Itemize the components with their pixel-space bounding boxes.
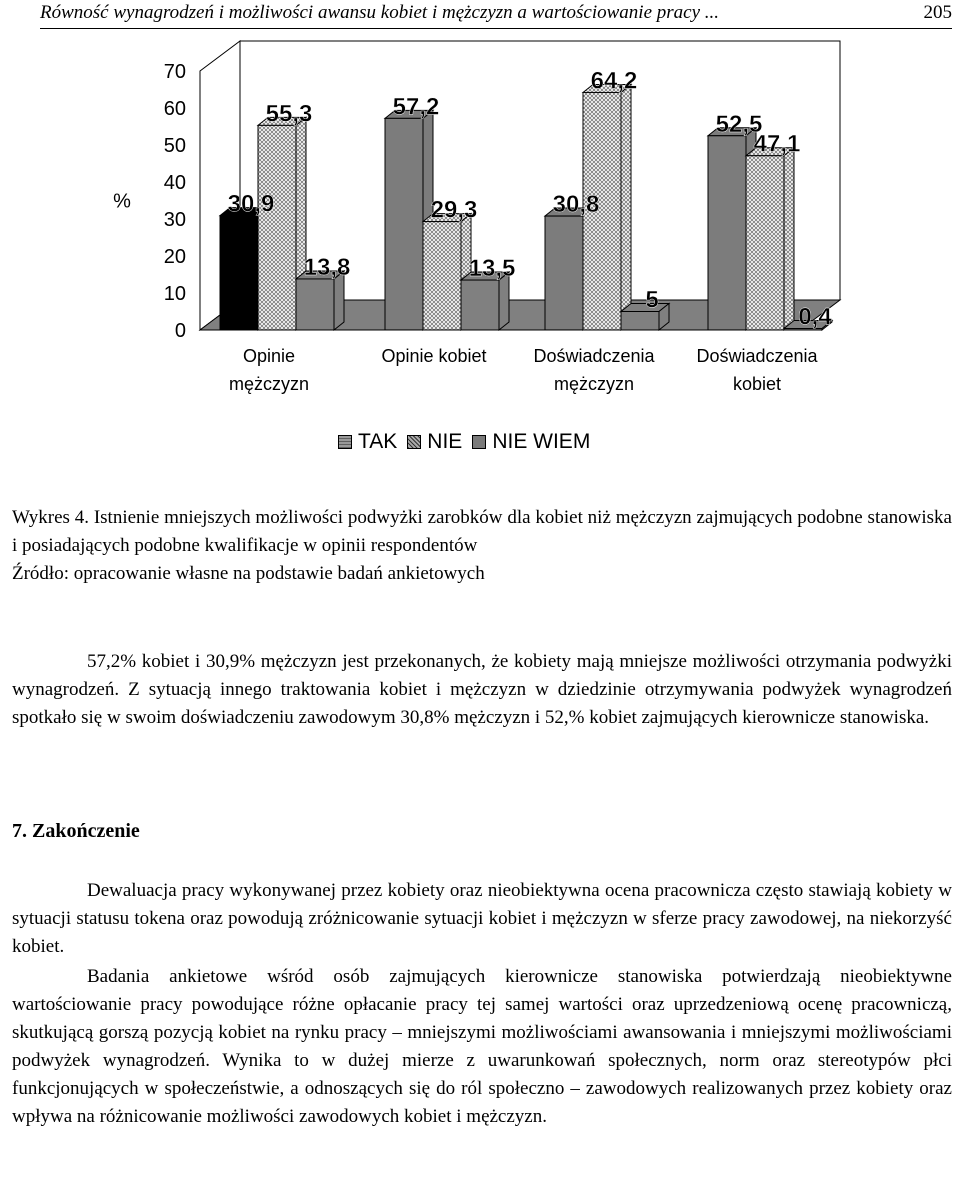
legend-swatch-nie — [407, 435, 421, 449]
caption-source: Źródło: opracowanie własne na podstawie badań ankietowych — [12, 563, 485, 584]
category-labels — [229, 346, 819, 394]
y-axis-label: % — [113, 190, 131, 213]
legend-item-nie-wiem — [472, 430, 590, 454]
figure-caption — [12, 504, 952, 588]
paragraph-results — [12, 648, 952, 732]
data-label: 52,5 — [715, 110, 763, 138]
data-label: 13,8 — [303, 253, 351, 281]
section-heading: 7. Zakończenie — [12, 820, 140, 842]
y-tick-label: 60 — [163, 98, 186, 120]
caption-text: Wykres 4. Istnienie mniejszych możliwości podwyżki zarobków dla kobiet niż mężczyzn zajmujących podobne stanowiska i posiadających podobne kwalifikacje w opinii respondentów — [12, 507, 952, 556]
legend-label-tak: TAK — [358, 430, 398, 453]
bar — [461, 280, 499, 330]
bar — [258, 125, 296, 330]
data-label: 64,2 — [590, 67, 638, 95]
page-number: 205 — [923, 2, 952, 23]
bar-side — [621, 84, 631, 330]
y-tick-label: 70 — [163, 61, 186, 83]
paragraph-1: 57,2% kobiet i 30,9% mężczyzn jest przekonanych, że kobiety mają mniejsze możliwości otrzymania podwyżki wynagrodzeń. Z sytuacją innego traktowania kobiet i mężczyzn w dziedzinie otrzymywania podwyżek wynagrodzeń spotkało się w swoim doświadczeniu zawodowym 30,8% mężczyzn i 52,% kobiet zajmujących kierownicze stanowiska. — [12, 651, 952, 728]
paragraph-conclusion-2 — [12, 963, 952, 1131]
legend-item-tak — [338, 430, 397, 454]
data-label: 29,3 — [430, 196, 478, 224]
paragraph-conclusion-1 — [12, 877, 952, 961]
data-label: 13,5 — [468, 255, 516, 283]
y-tick-label: 40 — [163, 172, 186, 194]
bar — [621, 312, 659, 331]
bar — [423, 222, 461, 330]
legend-swatch-nie-wiem — [472, 435, 486, 449]
y-tick-label: 20 — [163, 246, 186, 268]
y-tick-label: 50 — [163, 135, 186, 157]
chart-legend — [338, 428, 600, 456]
paragraph-2: Dewaluacja pracy wykonywanej przez kobiety oraz nieobiektywna ocena pracownicza często stawiają kobiety w sytuacji statusu tokena oraz powodują zróżnicowanie sytuacji kobiet i mężczyzn w sferze pracy zawodowej, na niekorzyść kobiet. — [12, 880, 952, 957]
data-label: 0,4 — [798, 303, 832, 331]
data-label: 5 — [645, 286, 659, 314]
bar — [746, 156, 784, 330]
bar — [296, 279, 334, 330]
y-axis-ticks — [113, 61, 186, 342]
category-label: Doświadczenia — [696, 346, 818, 366]
y-tick-label: 30 — [163, 209, 186, 231]
data-label: 57,2 — [392, 93, 440, 121]
bar — [708, 136, 746, 330]
data-label: 30,9 — [227, 190, 275, 218]
data-label: 55,3 — [265, 100, 313, 128]
y-tick-label: 0 — [174, 320, 186, 342]
y-tick-label: 10 — [163, 283, 186, 305]
paragraph-3: Badania ankietowe wśród osób zajmujących kierownicze stanowiska potwierdzają nieobiektywne wartościowanie pracy powodujące różne opłacanie pracy tej samej wartości oraz uprzedzeniową ocenę pracowniczą, skutkującą gorszą pozycją kobiet na rynku pracy – mniejszymi możliwościami awansowania i mniejszymi możliwościami podwyżek wynagrodzeń. Wynika to w dużej mierze z uwarunkowań społecznych, norm oraz stereotypów płci funkcjonujących w społeczeństwie, a odnoszących się do ról społeczno – zawodowych realizowanych przez kobiety oraz wpływa na różnicowanie możliwości zawodowych kobiet i mężczyzn. — [12, 966, 952, 1127]
bar-side — [784, 148, 794, 330]
category-label: Opinie kobiet — [381, 346, 487, 366]
bar-chart — [0, 40, 960, 430]
legend-label-nie: NIE — [427, 430, 463, 453]
category-label: mężczyzn — [553, 374, 635, 394]
category-label: Doświadczenia — [533, 346, 655, 366]
category-label: kobiet — [732, 374, 782, 394]
running-title: Równość wynagrodzeń i możliwości awansu kobiet i mężczyzn a wartościowanie pracy ... — [40, 2, 720, 23]
data-label: 30,8 — [552, 191, 600, 219]
running-header — [40, 0, 952, 29]
category-label: Opinie — [242, 346, 296, 366]
category-label: mężczyzn — [228, 374, 310, 394]
bar — [385, 118, 423, 330]
legend-label-nie-wiem: NIE WIEM — [492, 430, 591, 453]
bar — [545, 216, 583, 330]
legend-item-nie — [407, 430, 462, 454]
data-label: 47,1 — [753, 130, 801, 158]
bar — [220, 216, 258, 330]
legend-swatch-tak — [338, 435, 352, 449]
